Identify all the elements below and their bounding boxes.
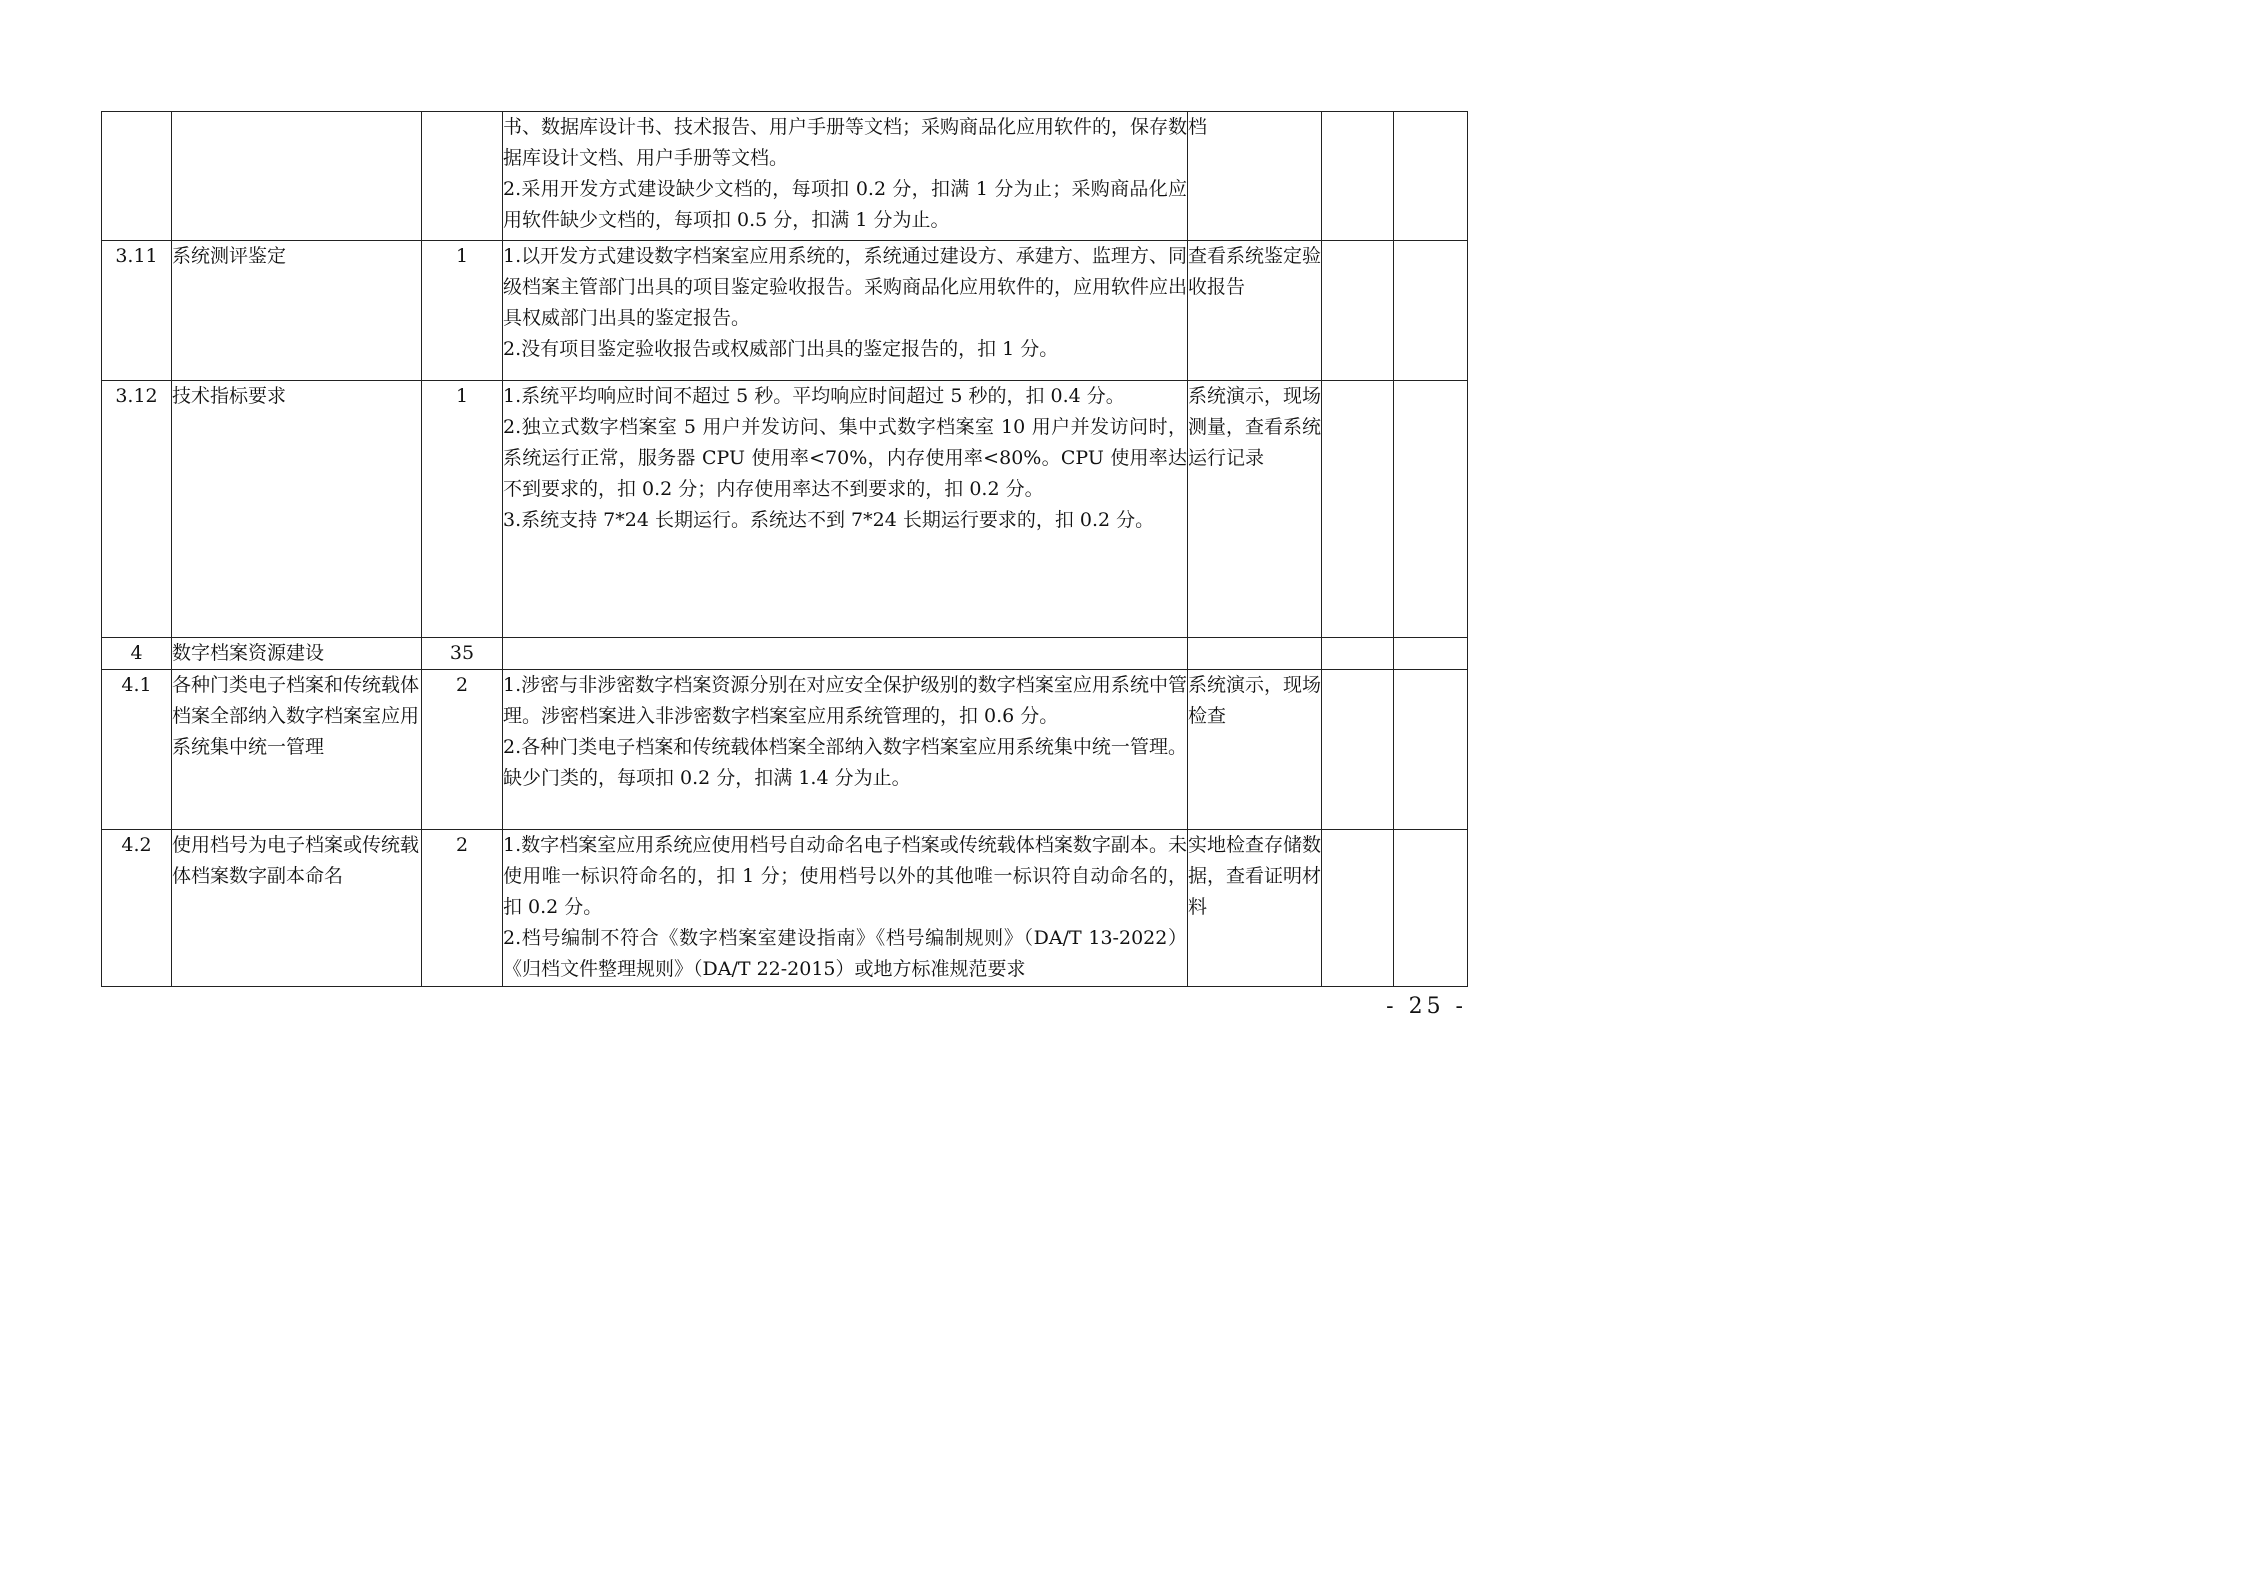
page-number: - 25 -	[1386, 994, 1467, 1019]
blank-cell	[1394, 670, 1468, 830]
blank-cell	[1394, 381, 1468, 638]
standard-clause: 2.各种门类电子档案和传统载体档案全部纳入数字档案室应用系统集中统一管理。缺少门类的，每项扣 0.2 分，扣满 1.4 分为止。	[503, 736, 1187, 789]
item-name-cell: 系统测评鉴定	[172, 241, 422, 381]
blank-cell	[1322, 638, 1394, 670]
method-cell	[1188, 638, 1322, 670]
item-number-cell: 4.1	[102, 670, 172, 830]
table-row	[102, 241, 1468, 381]
standard-clause: 2.没有项目鉴定验收报告或权威部门出具的鉴定报告的，扣 1 分。	[503, 338, 1059, 360]
item-number-cell: 4.2	[102, 830, 172, 987]
item-number-cell	[102, 112, 172, 241]
item-name-cell	[172, 112, 422, 241]
item-name-cell: 数字档案资源建设	[172, 638, 422, 670]
score-cell: 2	[422, 670, 503, 830]
blank-cell	[1394, 830, 1468, 987]
standard-cell	[503, 112, 1188, 241]
table-row	[102, 638, 1468, 670]
standard-clause: 1.系统平均响应时间不超过 5 秒。平均响应时间超过 5 秒的，扣 0.4 分。	[503, 385, 1125, 407]
table-row	[102, 830, 1468, 987]
standard-cell	[503, 638, 1188, 670]
item-number-cell: 4	[102, 638, 172, 670]
standard-cell	[503, 670, 1188, 830]
item-name-cell: 使用档号为电子档案或传统载体档案数字副本命名	[172, 830, 422, 987]
score-cell: 2	[422, 830, 503, 987]
method-cell: 档	[1188, 112, 1322, 241]
standard-clause: 书、数据库设计书、技术报告、用户手册等文档；采购商品化应用软件的，保存数据库设计文档、用户手册等文档。	[503, 116, 1188, 169]
blank-cell	[1322, 241, 1394, 381]
standard-cell	[503, 241, 1188, 381]
standard-clause: 3.系统支持 7*24 长期运行。系统达不到 7*24 长期运行要求的，扣 0.2 分。	[503, 509, 1155, 531]
item-number-cell: 3.12	[102, 381, 172, 638]
standard-clause: 1.数字档案室应用系统应使用档号自动命名电子档案或传统载体档案数字副本。未使用唯一标识符命名的，扣 1 分；使用档号以外的其他唯一标识符自动命名的，扣 0.2 分。	[503, 834, 1187, 918]
score-cell	[422, 112, 503, 241]
blank-cell	[1322, 670, 1394, 830]
standard-clause: 2.独立式数字档案室 5 用户并发访问、集中式数字档案室 10 用户并发访问时，系统运行正常，服务器 CPU 使用率<70%，内存使用率<80%。CPU 使用率达不到要求的，扣 0.2 分；内存使用率达不到要求的，扣 0.2 分。	[503, 416, 1187, 500]
blank-cell	[1322, 112, 1394, 241]
item-name-cell: 各种门类电子档案和传统载体档案全部纳入数字档案室应用系统集中统一管理	[172, 670, 422, 830]
blank-cell	[1322, 381, 1394, 638]
item-number-cell: 3.11	[102, 241, 172, 381]
table-row	[102, 381, 1468, 638]
method-cell: 系统演示，现场测量，查看系统运行记录	[1188, 381, 1322, 638]
method-cell: 系统演示，现场检查	[1188, 670, 1322, 830]
standard-clause: 1.以开发方式建设数字档案室应用系统的，系统通过建设方、承建方、监理方、同级档案主管部门出具的项目鉴定验收报告。采购商品化应用软件的，应用软件应出具权威部门出具的鉴定报告。	[503, 245, 1188, 329]
score-cell: 1	[422, 241, 503, 381]
table-row	[102, 112, 1468, 241]
score-cell: 35	[422, 638, 503, 670]
blank-cell	[1394, 112, 1468, 241]
item-name-cell: 技术指标要求	[172, 381, 422, 638]
standard-clause: 2.采用开发方式建设缺少文档的，每项扣 0.2 分，扣满 1 分为止；采购商品化应用软件缺少文档的，每项扣 0.5 分，扣满 1 分为止。	[503, 178, 1187, 231]
standard-clause: 2.档号编制不符合《数字档案室建设指南》《档号编制规则》（DA/T 13-2022）《归档文件整理规则》（DA/T 22-2015）或地方标准规范要求	[503, 927, 1187, 980]
score-cell: 1	[422, 381, 503, 638]
standard-cell	[503, 830, 1188, 987]
standard-cell	[503, 381, 1188, 638]
blank-cell	[1394, 638, 1468, 670]
method-cell: 查看系统鉴定验收报告	[1188, 241, 1322, 381]
blank-cell	[1394, 241, 1468, 381]
blank-cell	[1322, 830, 1394, 987]
evaluation-table	[101, 111, 1468, 987]
table-row	[102, 670, 1468, 830]
standard-clause: 1.涉密与非涉密数字档案资源分别在对应安全保护级别的数字档案室应用系统中管理。涉密档案进入非涉密数字档案室应用系统管理的，扣 0.6 分。	[503, 674, 1187, 727]
method-cell: 实地检查存储数据，查看证明材料	[1188, 830, 1322, 987]
